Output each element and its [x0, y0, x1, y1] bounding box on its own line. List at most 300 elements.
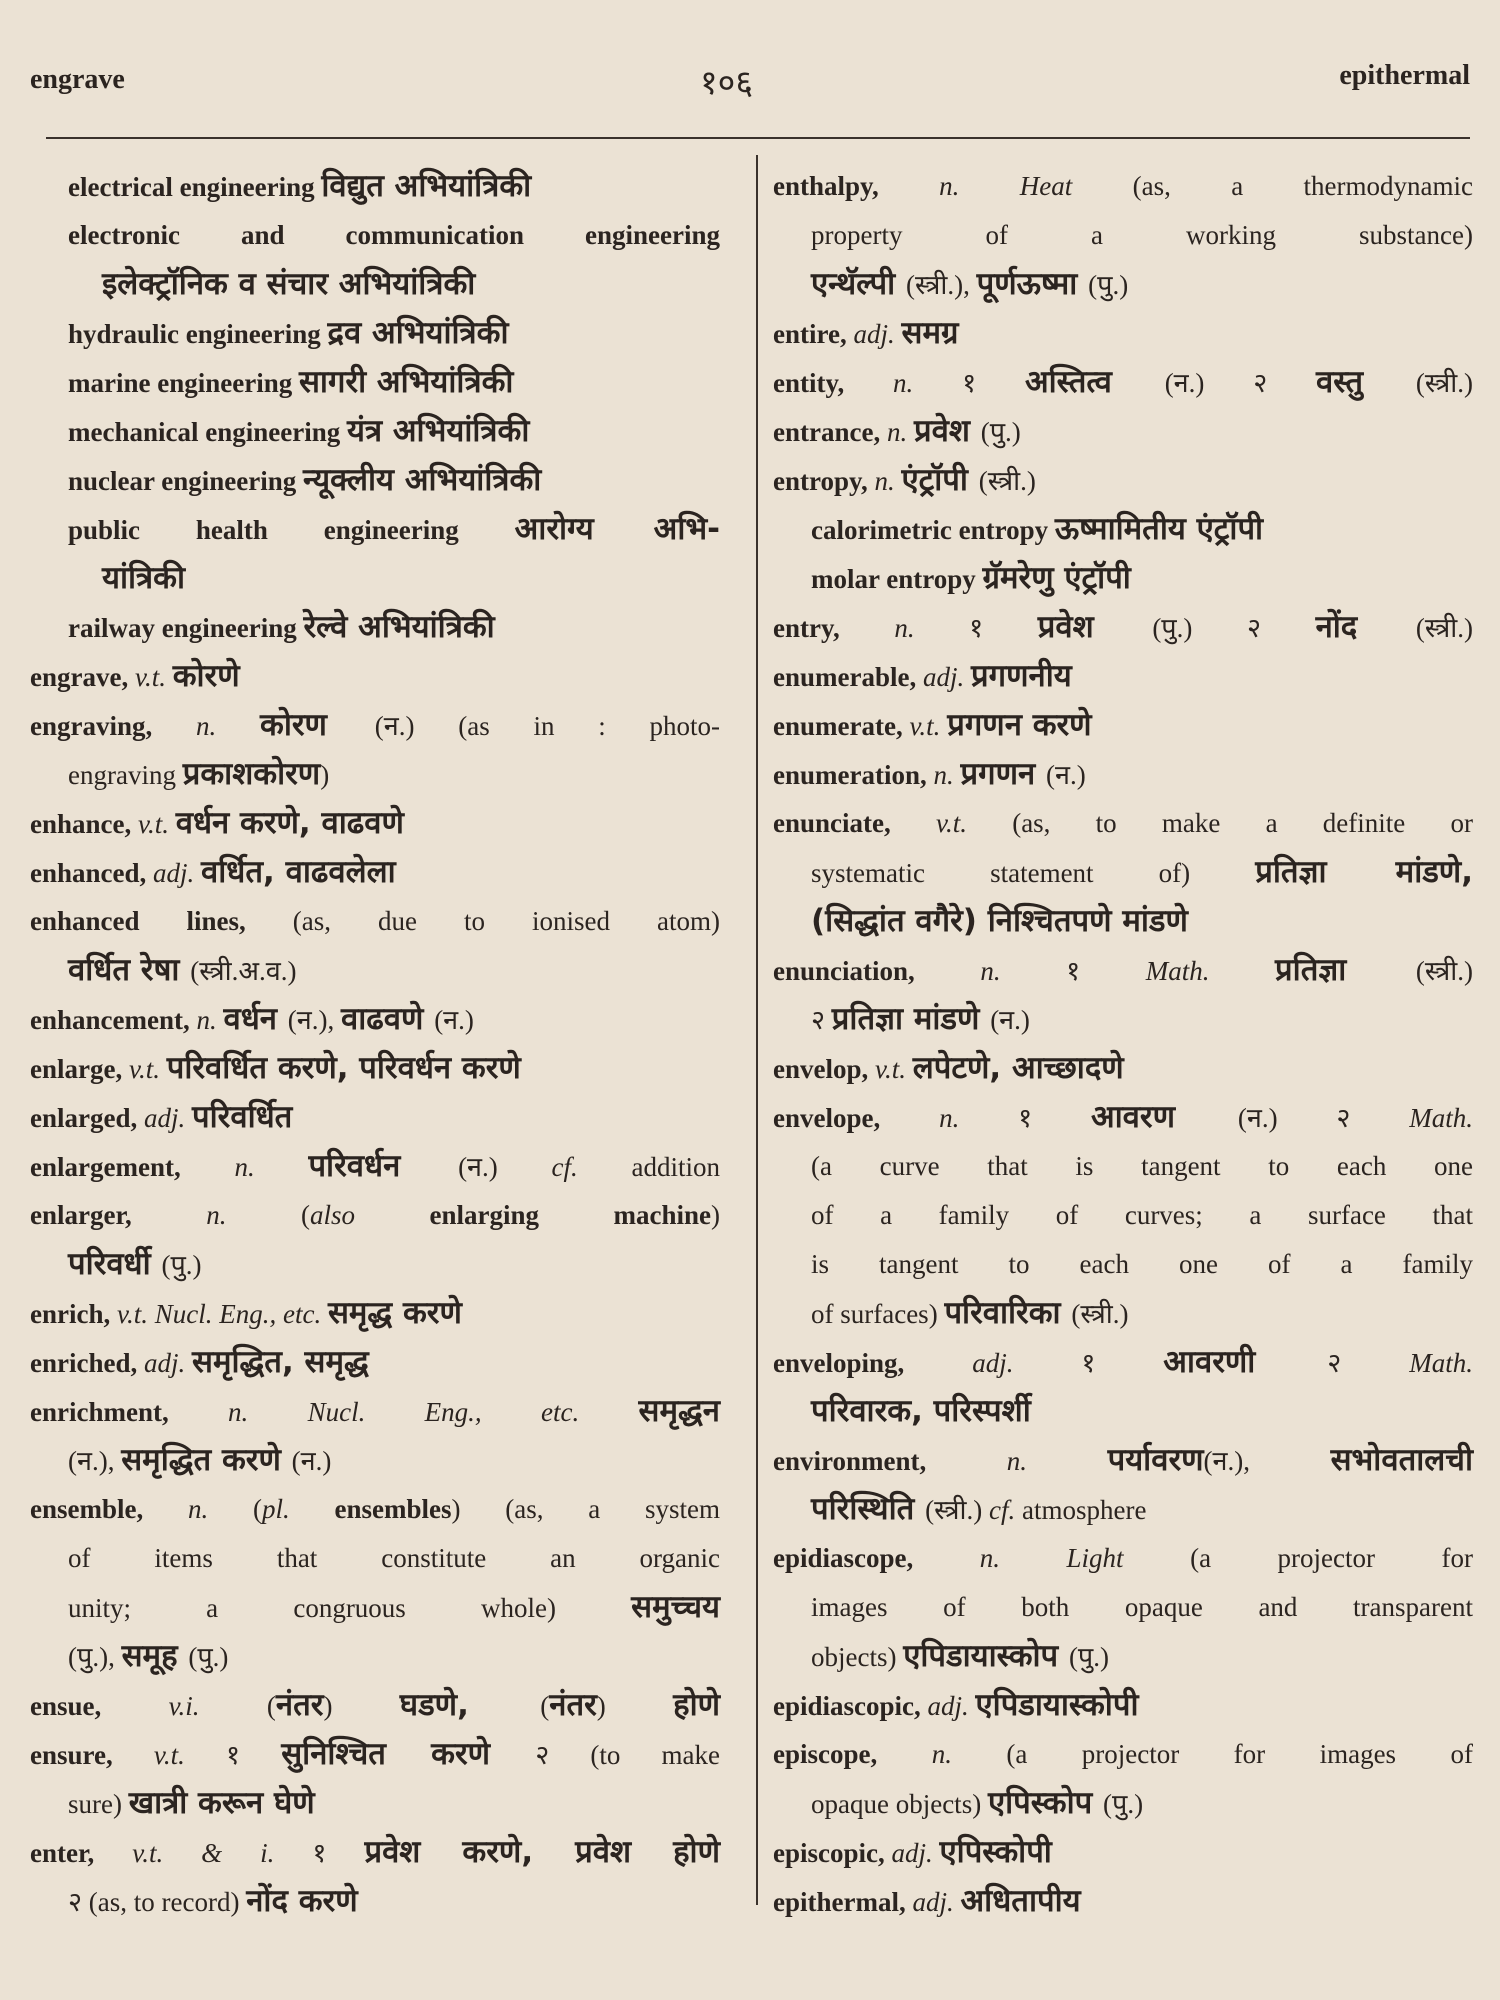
- headword: epithermal,: [773, 1887, 913, 1917]
- marathi-equivalent: कोरण: [260, 707, 375, 743]
- marathi-equivalent: समृद्धित करणे: [121, 1442, 292, 1478]
- marathi-equivalent: परिवारक, परिस्पर्शी: [811, 1393, 1031, 1429]
- subentry-line: [30, 456, 720, 505]
- marathi-equivalent: पूर्णऊष्मा: [976, 266, 1089, 302]
- marathi-equivalent: प्रवेश: [913, 413, 981, 449]
- dictionary-entry-line: [773, 1044, 1473, 1093]
- definition-text: (पु.): [980, 417, 1021, 447]
- headword: enriched,: [30, 1348, 144, 1378]
- continuation-line: [30, 1779, 720, 1828]
- grammar-label: adj.: [972, 1348, 1082, 1378]
- grammar-label: n.: [933, 760, 961, 790]
- dictionary-entry-line: [773, 1534, 1473, 1583]
- continuation-line: [30, 1632, 720, 1681]
- continuation-line: [773, 995, 1473, 1044]
- continuation-line: [773, 260, 1473, 309]
- marathi-equivalent: नोंद: [1315, 609, 1416, 645]
- grammar-label: adj.: [153, 858, 202, 888]
- marathi-equivalent: परिवर्धी: [68, 1246, 162, 1282]
- continuation-line: [773, 1387, 1473, 1436]
- dictionary-entry-line: [773, 162, 1473, 211]
- continuation-line: [773, 1191, 1473, 1240]
- definition-text: (न.) (as in : photo-: [374, 711, 720, 741]
- definition-text: १: [1066, 956, 1146, 986]
- marathi-equivalent: परिवर्धन: [308, 1148, 459, 1184]
- definition-text: addition: [631, 1152, 721, 1182]
- headword: engraving,: [30, 711, 197, 741]
- marathi-equivalent: कोरणे: [172, 658, 240, 694]
- subentry-line: [30, 603, 720, 652]
- headword: enter,: [30, 1838, 133, 1868]
- marathi-equivalent: न्यूक्लीय अभियांत्रिकी: [302, 462, 542, 498]
- definition-text: ): [323, 1691, 400, 1721]
- dictionary-entry-line: [773, 1436, 1473, 1485]
- definition-text: १: [312, 1838, 365, 1868]
- definition-text: १: [1081, 1348, 1164, 1378]
- definition-text: (न.) २: [1237, 1103, 1410, 1133]
- dictionary-entry-line: [773, 1828, 1473, 1877]
- grammar-label: n.: [980, 956, 1067, 986]
- guide-word-right: epithermal: [1339, 60, 1470, 91]
- subentry-line: [773, 554, 1473, 603]
- grammar-label: n.: [874, 466, 902, 496]
- continuation-line: [30, 1534, 720, 1583]
- definition-text: opaque objects): [811, 1789, 988, 1819]
- grammar-label: n.: [939, 1103, 1019, 1133]
- subentry-line: [30, 260, 720, 309]
- dictionary-entry-line: [30, 1485, 720, 1534]
- headword: environment,: [773, 1446, 1007, 1476]
- definition-text: systematic statement of): [811, 858, 1256, 888]
- subentry-line: [30, 358, 720, 407]
- headword: engrave,: [30, 662, 135, 692]
- marathi-equivalent: (सिद्धांत वगैरे) निश्चितपणे मांडणे: [811, 903, 1188, 939]
- headword: enlarger,: [30, 1200, 207, 1230]
- marathi-equivalent: विद्युत अभियांत्रिकी: [321, 168, 532, 204]
- dictionary-entry-line: [30, 701, 720, 750]
- right-column: [773, 162, 1473, 1926]
- marathi-equivalent: वस्तु: [1316, 364, 1416, 400]
- definition-text: (a projector for images of: [1006, 1739, 1473, 1769]
- grammar-label: v.t. Nucl. Eng., etc.: [117, 1299, 328, 1329]
- marathi-equivalent: परिवर्धित: [192, 1099, 293, 1135]
- marathi-equivalent: खात्री करून घेणे: [128, 1785, 315, 1821]
- definition-text: atmosphere: [1021, 1495, 1147, 1525]
- marathi-equivalent: वर्धित रेषा: [68, 952, 191, 988]
- marathi-equivalent: वर्धित, वाढवलेला: [201, 854, 396, 890]
- marathi-equivalent: यांत्रिकी: [102, 560, 185, 596]
- grammar-label: adj.: [144, 1103, 193, 1133]
- definition-text: engraving: [68, 760, 183, 790]
- continuation-line: [30, 946, 720, 995]
- marathi-equivalent: प्रगणन करणे: [947, 707, 1092, 743]
- marathi-equivalent: एपिस्कोपी: [939, 1834, 1052, 1870]
- dictionary-entry-line: [773, 1877, 1473, 1926]
- headword: mechanical engineering: [68, 417, 347, 447]
- grammar-label: adj.: [927, 1691, 976, 1721]
- definition-text: (स्त्री.): [1071, 1299, 1129, 1329]
- headword: enunciate,: [773, 808, 936, 838]
- definition-text: (न.): [291, 1446, 332, 1476]
- definition-text: (स्त्री.): [1415, 368, 1473, 398]
- marathi-equivalent: सागरी अभियांत्रिकी: [298, 364, 514, 400]
- marathi-equivalent: वर्धन: [223, 1001, 288, 1037]
- grammar-label: adj.: [922, 662, 971, 692]
- headword: enlarged,: [30, 1103, 144, 1133]
- headword: envelop,: [773, 1054, 876, 1084]
- grammar-label: v.t.: [935, 808, 1013, 838]
- marathi-equivalent: अस्तित्व: [1024, 364, 1165, 400]
- marathi-equivalent: एंट्रॉपी: [901, 462, 979, 498]
- grammar-label: cf.: [988, 1495, 1022, 1525]
- page-number: १०६: [700, 65, 754, 102]
- definition-text: ) (as, a system: [451, 1494, 721, 1524]
- headword: episcopic,: [773, 1838, 892, 1868]
- definition-text: (a projector for: [1190, 1543, 1474, 1573]
- dictionary-entry-line: [773, 1338, 1473, 1387]
- headword: enumeration,: [773, 760, 934, 790]
- headword: ensembles: [334, 1494, 452, 1524]
- marathi-equivalent: अधितापीय: [960, 1883, 1081, 1919]
- definition-text: (: [253, 1494, 263, 1524]
- column-divider: [756, 155, 758, 1905]
- marathi-equivalent: परिवर्धित करणे, परिवर्धन करणे: [166, 1050, 521, 1086]
- dictionary-entry-line: [773, 701, 1473, 750]
- grammar-label: Math.: [1145, 956, 1276, 986]
- definition-text: (as, a thermodynamic: [1132, 171, 1473, 201]
- continuation-line: [773, 1142, 1473, 1191]
- grammar-label: v.i.: [168, 1691, 267, 1721]
- grammar-label: n.: [1006, 1446, 1108, 1476]
- definition-text: (न.): [1046, 760, 1086, 790]
- marathi-equivalent: घडणे,: [399, 1687, 541, 1723]
- definition-text: (पु.),: [68, 1642, 122, 1672]
- dictionary-entry-line: [30, 1191, 720, 1240]
- dictionary-entry-line: [30, 995, 720, 1044]
- definition-text: of items that constitute an organic: [68, 1543, 720, 1573]
- definition-text: (न.): [434, 1005, 474, 1035]
- dictionary-entry-line: [773, 1093, 1473, 1142]
- grammar-label: n. Nucl. Eng., etc.: [228, 1397, 639, 1427]
- grammar-label: n.: [894, 613, 970, 643]
- subentry-line: [30, 211, 720, 260]
- headword: entropy,: [773, 466, 875, 496]
- marathi-equivalent: आरोग्य अभि-: [514, 511, 721, 547]
- marathi-equivalent: लपेटणे, आच्छादणे: [912, 1050, 1124, 1086]
- definition-text: ): [596, 1691, 674, 1721]
- definition-text: objects): [811, 1642, 904, 1672]
- continuation-line: [773, 1240, 1473, 1289]
- definition-text: ): [320, 760, 330, 790]
- marathi-equivalent: ऊष्मामितीय एंट्रॉपी: [1054, 511, 1264, 547]
- definition-text: (: [266, 1691, 276, 1721]
- headword: enhance,: [30, 809, 138, 839]
- marathi-equivalent: समृद्धित, समृद्ध: [192, 1344, 369, 1380]
- dictionary-entry-line: [30, 1828, 720, 1877]
- headword: entity,: [773, 368, 894, 398]
- headword: marine engineering: [68, 368, 299, 398]
- definition-text: (as, to make a definite or: [1012, 808, 1473, 838]
- marathi-equivalent: परिस्थिति: [811, 1491, 926, 1527]
- definition-text: sure): [68, 1789, 129, 1819]
- dictionary-entry-line: [773, 652, 1473, 701]
- marathi-equivalent: आवरणी: [1163, 1344, 1328, 1380]
- grammar-label: n.: [886, 417, 914, 447]
- dictionary-entry-line: [773, 603, 1473, 652]
- grammar-label: v.t.: [138, 809, 176, 839]
- marathi-equivalent: समृद्ध करणे: [327, 1295, 462, 1331]
- dictionary-entry-line: [30, 1093, 720, 1142]
- dictionary-entry-line: [773, 750, 1473, 799]
- grammar-label: v.t.: [153, 1740, 227, 1770]
- headword: enrich,: [30, 1299, 117, 1329]
- marathi-equivalent: समृद्धन: [638, 1393, 720, 1429]
- marathi-equivalent: प्रतिज्ञा मांडणे,: [1255, 854, 1474, 890]
- dictionary-entry-line: [30, 1289, 720, 1338]
- headword: hydraulic engineering: [68, 319, 328, 349]
- marathi-equivalent: आवरण: [1090, 1099, 1238, 1135]
- marathi-equivalent: एपिडायास्कोप: [903, 1638, 1069, 1674]
- marathi-equivalent: प्रवेश करणे, प्रवेश होणे: [364, 1834, 721, 1870]
- grammar-label: v.t.: [909, 711, 948, 741]
- headword: enthalpy,: [773, 171, 940, 201]
- definition-text: (स्त्री.): [1415, 613, 1474, 643]
- headword: enhancement,: [30, 1005, 197, 1035]
- headword: epidiascope,: [773, 1543, 980, 1573]
- definition-text: unity; a congruous whole): [68, 1593, 632, 1623]
- headword: ensure,: [30, 1740, 154, 1770]
- marathi-equivalent: सुनिश्चित करणे: [281, 1736, 536, 1772]
- continuation-line: [773, 1632, 1473, 1681]
- grammar-label: cf.: [551, 1152, 632, 1182]
- headword: enlargement,: [30, 1152, 235, 1182]
- header-rule: [46, 137, 1470, 139]
- grammar-label: n.: [188, 1494, 254, 1524]
- definition-text: images of both opaque and transparent: [811, 1592, 1473, 1622]
- definition-text: (पु.): [188, 1642, 229, 1672]
- dictionary-entry-line: [30, 1044, 720, 1093]
- marathi-equivalent: प्रगणनीय: [971, 658, 1072, 694]
- dictionary-entry-line: [773, 358, 1473, 407]
- definition-text: (न.): [458, 1152, 552, 1182]
- definition-text: (पु.): [1103, 1789, 1144, 1819]
- headword: enveloping,: [773, 1348, 973, 1378]
- continuation-line: [773, 848, 1473, 897]
- definition-text: (न.) २: [1164, 368, 1317, 398]
- marathi-equivalent: समूह: [121, 1638, 189, 1674]
- marathi-equivalent: पर्यावरण: [1107, 1442, 1204, 1478]
- marathi-equivalent: प्रवेश: [1037, 609, 1153, 645]
- grammar-label: also: [309, 1200, 430, 1230]
- marathi-equivalent: ग्रॅमरेणु एंट्रॉपी: [982, 560, 1131, 596]
- dictionary-entry-line: [30, 848, 720, 897]
- dictionary-entry-line: [30, 1730, 720, 1779]
- marathi-equivalent: नोंद करणे: [246, 1883, 358, 1919]
- dictionary-entry-line: [773, 799, 1473, 848]
- grammar-label: n. Heat: [939, 171, 1133, 201]
- marathi-equivalent: वाढवणे: [341, 1001, 435, 1037]
- subentry-line: [30, 162, 720, 211]
- grammar-label: Math.: [1409, 1103, 1473, 1133]
- subentry-line: [30, 407, 720, 456]
- dictionary-entry-line: [30, 799, 720, 848]
- definition-text: (न.),: [1203, 1446, 1331, 1476]
- headword: molar entropy: [811, 564, 983, 594]
- headword: enlarge,: [30, 1054, 129, 1084]
- grammar-label: n.: [931, 1739, 1007, 1769]
- headword: entrance,: [773, 417, 887, 447]
- grammar-label: Math.: [1409, 1348, 1473, 1378]
- headword: public health engineering: [68, 515, 515, 545]
- headword: epidiascopic,: [773, 1691, 928, 1721]
- definition-text: (न.),: [287, 1005, 342, 1035]
- dictionary-entry-line: [30, 1338, 720, 1387]
- headword: enhanced lines,: [30, 906, 293, 936]
- subentry-line: [773, 505, 1473, 554]
- definition-text: of a family of curves; a surface that: [811, 1200, 1473, 1230]
- definition-text: (पु.): [161, 1250, 202, 1280]
- continuation-line: [30, 1240, 720, 1289]
- marathi-equivalent: नंतर: [275, 1687, 324, 1723]
- grammar-label: v.t.: [875, 1054, 913, 1084]
- definition-text: (as, due to ionised atom): [292, 906, 720, 936]
- definition-text: १: [962, 368, 1025, 398]
- grammar-label: n.: [196, 1005, 224, 1035]
- marathi-equivalent: समुच्चय: [631, 1589, 720, 1625]
- dictionary-entry-line: [30, 1387, 720, 1436]
- definition-text: (पु.): [1088, 270, 1129, 300]
- definition-text: (: [540, 1691, 550, 1721]
- headword: enrichment,: [30, 1397, 229, 1427]
- continuation-line: [30, 1583, 720, 1632]
- definition-text: (a curve that is tangent to each one: [811, 1151, 1473, 1181]
- left-column: [30, 162, 720, 1926]
- dictionary-entry-line: [30, 1681, 720, 1730]
- continuation-line: [773, 1583, 1473, 1632]
- definition-text: (न.),: [68, 1446, 122, 1476]
- continuation-line: [773, 211, 1473, 260]
- headword: entire,: [773, 319, 854, 349]
- headword: entry,: [773, 613, 895, 643]
- continuation-line: [773, 897, 1473, 946]
- continuation-line: [773, 1485, 1473, 1534]
- marathi-equivalent: परिवारिका: [944, 1295, 1072, 1331]
- continuation-line: [30, 1877, 720, 1926]
- headword: electrical engineering: [68, 172, 322, 202]
- definition-text: (पु.) २: [1152, 613, 1316, 643]
- definition-text: (स्त्री.): [925, 1495, 989, 1525]
- marathi-equivalent: प्रगणन: [960, 756, 1046, 792]
- headword: ensue,: [30, 1691, 169, 1721]
- dictionary-entry-line: [773, 1730, 1473, 1779]
- marathi-equivalent: होणे: [673, 1687, 721, 1723]
- marathi-equivalent: द्रव अभियांत्रिकी: [327, 315, 509, 351]
- headword: enumerate,: [773, 711, 910, 741]
- grammar-label: v.t.: [134, 662, 173, 692]
- headword: enunciation,: [773, 956, 981, 986]
- marathi-equivalent: प्रतिज्ञा मांडणे: [831, 1001, 991, 1037]
- continuation-line: [30, 1436, 720, 1485]
- marathi-equivalent: समग्र: [901, 315, 959, 351]
- dictionary-entry-line: [30, 652, 720, 701]
- dictionary-entry-line: [30, 1142, 720, 1191]
- definition-text: (न.): [990, 1005, 1030, 1035]
- definition-text: ): [711, 1200, 720, 1230]
- headword: enlarging machine: [429, 1200, 711, 1230]
- marathi-equivalent: इलेक्ट्रॉनिक व संचार अभियांत्रिकी: [102, 266, 476, 302]
- marathi-equivalent: सभोवतालची: [1330, 1442, 1474, 1478]
- definition-text: (स्त्री.),: [905, 270, 977, 300]
- marathi-equivalent: एन्थॅल्पी: [811, 266, 906, 302]
- headword: railway engineering: [68, 613, 304, 643]
- grammar-label: n.: [234, 1152, 309, 1182]
- marathi-equivalent: वर्धन करणे, वाढवणे: [175, 805, 404, 841]
- definition-text: २: [1327, 1348, 1410, 1378]
- definition-text: १: [1018, 1103, 1091, 1133]
- headword: episcope,: [773, 1739, 932, 1769]
- definition-text: (स्त्री.अ.व.): [190, 956, 297, 986]
- continuation-line: [773, 1289, 1473, 1338]
- continuation-line: [773, 1779, 1473, 1828]
- subentry-line: [30, 554, 720, 603]
- grammar-label: adj.: [912, 1887, 961, 1917]
- definition-text: (पु.): [1068, 1642, 1110, 1672]
- definition-text: १: [226, 1740, 282, 1770]
- definition-text: (स्त्री.): [1415, 956, 1474, 986]
- marathi-equivalent: एपिडायास्कोपी: [975, 1687, 1139, 1723]
- grammar-label: v.t.: [128, 1054, 167, 1084]
- grammar-label: v.t. & i.: [132, 1838, 313, 1868]
- marathi-equivalent: प्रकाशकोरण: [182, 756, 321, 792]
- guide-word-left: engrave: [30, 64, 125, 95]
- definition-text: २: [811, 1005, 832, 1035]
- grammar-label: pl.: [262, 1494, 335, 1524]
- definition-text: (स्त्री.): [978, 466, 1036, 496]
- definition-text: is tangent to each one of a family: [811, 1249, 1473, 1279]
- headword: ensemble,: [30, 1494, 188, 1524]
- headword: electronic and communication engineering: [68, 220, 720, 250]
- definition-text: (: [300, 1200, 310, 1230]
- definition-text: of surfaces): [811, 1299, 945, 1329]
- headword: calorimetric entropy: [811, 515, 1055, 545]
- marathi-equivalent: रेल्वे अभियांत्रिकी: [303, 609, 495, 645]
- grammar-label: n.: [893, 368, 963, 398]
- headword: nuclear engineering: [68, 466, 303, 496]
- definition-text: १: [969, 613, 1038, 643]
- grammar-label: adj.: [891, 1838, 940, 1868]
- definition-text: २ (to make: [535, 1740, 720, 1770]
- dictionary-entry-line: [773, 1681, 1473, 1730]
- continuation-line: [30, 750, 720, 799]
- definition-text: २ (as, to record): [68, 1887, 247, 1917]
- dictionary-entry-line: [773, 407, 1473, 456]
- grammar-label: n.: [206, 1200, 301, 1230]
- headword: enhanced,: [30, 858, 154, 888]
- dictionary-entry-line: [773, 946, 1473, 995]
- marathi-equivalent: एपिस्कोप: [987, 1785, 1104, 1821]
- marathi-equivalent: नंतर: [549, 1687, 597, 1723]
- grammar-label: adj.: [853, 319, 902, 349]
- headword: enumerable,: [773, 662, 923, 692]
- dictionary-entry-line: [773, 309, 1473, 358]
- grammar-label: n. Light: [979, 1543, 1191, 1573]
- dictionary-entry-line: [773, 456, 1473, 505]
- headword: envelope,: [773, 1103, 940, 1133]
- subentry-line: [30, 505, 720, 554]
- grammar-label: n.: [196, 711, 261, 741]
- marathi-equivalent: प्रतिज्ञा: [1275, 952, 1416, 988]
- subentry-line: [30, 309, 720, 358]
